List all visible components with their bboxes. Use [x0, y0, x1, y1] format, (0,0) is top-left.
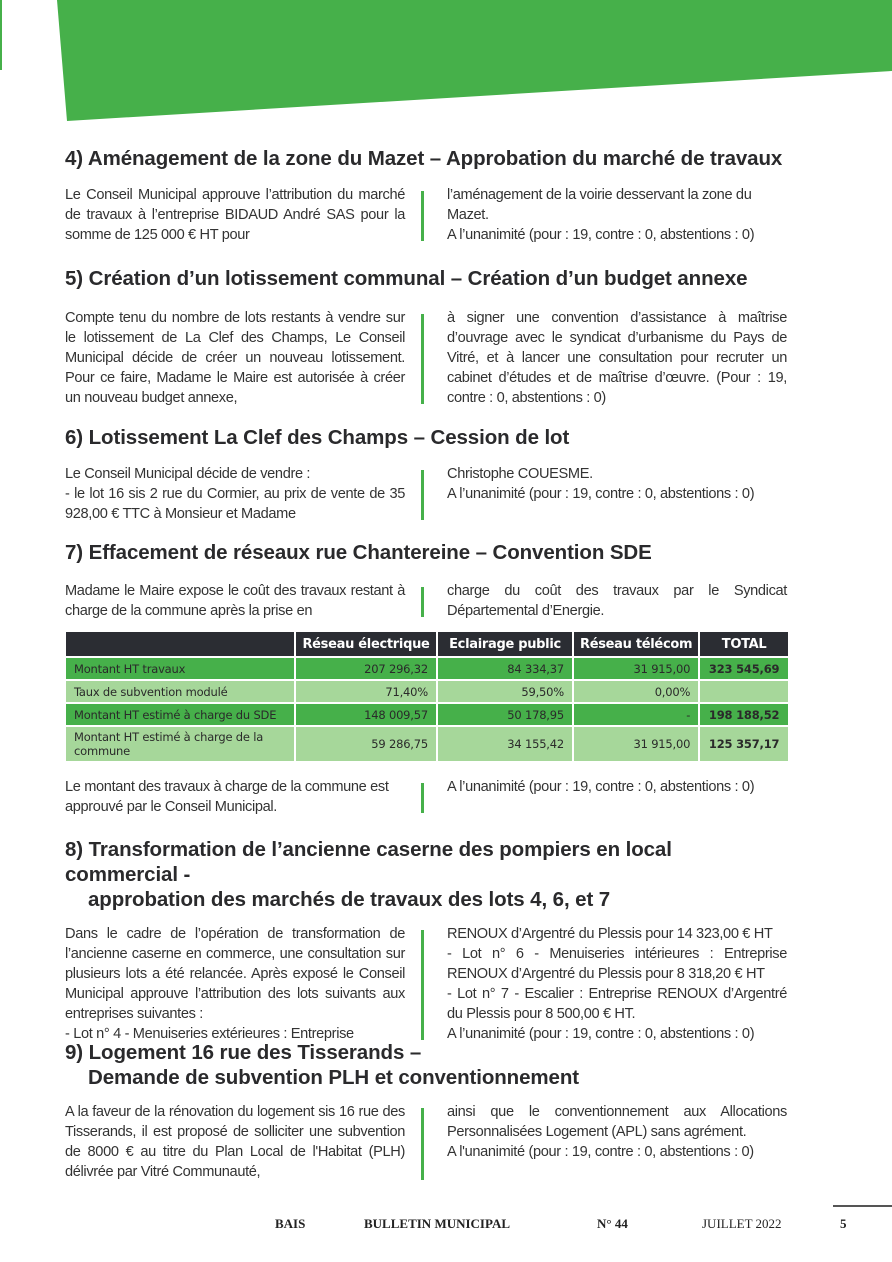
table-cell: 59 286,75	[295, 726, 437, 762]
section-7	[65, 540, 787, 621]
table-cell-total: 323 545,69	[699, 657, 788, 680]
vote-result: A l’unanimité (pour : 19, contre : 0, abstentions : 0)	[447, 227, 755, 243]
green-header-banner	[0, 0, 892, 125]
table-cell: 50 178,95	[437, 703, 573, 726]
section-text-right: ainsi que le conventionnement aux Allocations Personnalisées Logement (APL) sans agrément.	[447, 1104, 787, 1140]
left-edge-stripe	[0, 0, 2, 70]
table-row	[66, 703, 788, 726]
footer-town: BAIS	[275, 1216, 306, 1231]
table-cell: 59,50%	[437, 680, 573, 703]
table-row	[66, 726, 788, 762]
section-title-line-1: 9) Logement 16 rue des Tisserands –	[65, 1041, 422, 1064]
section-text-left: - le lot 16 sis 2 rue du Cormier, au prix de vente de 35 928,00 € TTC à Monsieur et Madame	[65, 486, 405, 522]
section-5	[65, 266, 787, 408]
section-text-right: - Lot n° 6 - Menuiseries intérieures : Entreprise RENOUX d’Argentré du Plessis pour 8 318,20 € HT	[447, 946, 787, 982]
footer-publication: BULLETIN MUNICIPAL	[364, 1216, 511, 1231]
table-header-row	[66, 632, 788, 657]
table-cell: Montant HT estimé à charge du SDE	[66, 703, 295, 726]
section-text-right: charge du coût des travaux par le Syndicat Départemental d’Energie.	[447, 583, 787, 619]
section-text-left: Madame le Maire expose le coût des travaux restant à charge de la commune après la prise en	[65, 583, 405, 619]
footer-issue: N° 44	[597, 1216, 628, 1231]
vote-result: A l’unanimité (pour : 19, contre : 0, abstentions : 0)	[447, 486, 755, 502]
table-cell-total: 198 188,52	[699, 703, 788, 726]
table-header	[66, 632, 295, 657]
vote-result: A l’unanimité (pour : 19, contre : 0, abstentions : 0)	[447, 779, 755, 795]
section-text-right: - Lot n° 7 - Escalier : Entreprise RENOUX d’Argentré du Plessis pour 8 500,00 € HT.	[447, 986, 787, 1022]
table-cell: 207 296,32	[295, 657, 437, 680]
table-cell: Taux de subvention modulé	[66, 680, 295, 703]
column-divider	[421, 587, 424, 617]
column-divider	[421, 191, 424, 241]
table-cell: 71,40%	[295, 680, 437, 703]
section-title-line-2: Demande de subvention PLH et conventionnement	[88, 1066, 579, 1089]
page-footer	[0, 1216, 892, 1236]
section-7-conclusion	[65, 777, 787, 817]
sde-cost-table	[66, 632, 788, 763]
section-text-left: A la faveur de la rénovation du logement sis 16 rue des Tisserands, il est proposé de solliciter une subvention de 8000 € au titre du Plan Local de l'Habitat (PLH) délivrée par Vitré Communauté,	[65, 1104, 405, 1180]
table-header: Eclairage public	[437, 632, 573, 657]
table-header: Réseau télécom	[573, 632, 699, 657]
table-cell-total	[699, 680, 788, 703]
section-title: 4) Aménagement de la zone du Mazet – Approbation du marché de travaux	[65, 147, 783, 170]
section-text-left: Dans le cadre de l’opération de transformation de l’ancienne caserne en commerce, une consultation sur plusieurs lots a été relancée. Après exposé le Conseil Municipal approuve l’attribution des lots suivants aux entreprises suivantes :	[65, 926, 405, 1022]
table-cell: -	[573, 703, 699, 726]
column-divider	[421, 314, 424, 404]
section-8	[65, 837, 787, 1044]
section-text-right: Christophe COUESME.	[447, 466, 593, 482]
table-cell: 148 009,57	[295, 703, 437, 726]
section-title: 7) Effacement de réseaux rue Chantereine – Convention SDE	[65, 541, 652, 564]
column-divider	[421, 470, 424, 520]
footer-rule	[833, 1205, 892, 1207]
section-title	[65, 1040, 787, 1090]
section-text-right: l’aménagement de la voirie desservant la zone du Mazet.	[447, 187, 752, 223]
section-text-right: RENOUX d’Argentré du Plessis pour 14 323,00 € HT	[447, 926, 773, 942]
table-cell: 84 334,37	[437, 657, 573, 680]
vote-result: A l’unanimité (pour : 19, contre : 0, abstentions : 0)	[447, 1026, 755, 1042]
table-row	[66, 657, 788, 680]
section-text-left: Le Conseil Municipal approuve l’attribution du marché de travaux à l’entreprise BIDAUD André SAS pour la somme de 125 000 € HT pour	[65, 187, 405, 243]
section-text-left: Le montant des travaux à charge de la commune est approuvé par le Conseil Municipal.	[65, 779, 389, 815]
column-divider	[421, 783, 424, 813]
section-text-right: à signer une convention d’assistance à maîtrise d’ouvrage avec le syndicat d’urbanisme du Pays de Vitré, et à lancer une consultation pour recruter un cabinet d’études et de maîtrise d’œuvre. (Pour : 19, contre : 0, abstentions : 0)	[447, 310, 787, 406]
table-cell: 34 155,42	[437, 726, 573, 762]
page-number: 5	[840, 1216, 847, 1231]
section-title: 5) Création d’un lotissement communal – Création d’un budget annexe	[65, 267, 748, 290]
table-cell: 31 915,00	[573, 657, 699, 680]
section-9	[65, 1040, 787, 1182]
column-divider	[421, 930, 424, 1040]
table-row	[66, 680, 788, 703]
table-cell: Montant HT estimé à charge de la commune	[66, 726, 295, 762]
table-cell: 0,00%	[573, 680, 699, 703]
section-title-line-1: 8) Transformation de l’ancienne caserne des pompiers en local commercial -	[65, 838, 672, 886]
table-cell-total: 125 357,17	[699, 726, 788, 762]
section-6	[65, 425, 787, 524]
table-header: TOTAL	[699, 632, 788, 657]
table-cell: 31 915,00	[573, 726, 699, 762]
section-text-left: - Lot n° 4 - Menuiseries extérieures : Entreprise	[65, 1026, 354, 1042]
footer-date: JUILLET 2022	[702, 1216, 782, 1231]
column-divider	[421, 1108, 424, 1180]
section-title	[65, 837, 787, 912]
section-title-line-2: approbation des marchés de travaux des lots 4, 6, et 7	[88, 888, 611, 911]
table-header: Réseau électrique	[295, 632, 437, 657]
section-title: 6) Lotissement La Clef des Champs – Cession de lot	[65, 426, 570, 449]
vote-result: A l'unanimité (pour : 19, contre : 0, abstentions : 0)	[447, 1144, 754, 1160]
section-4	[65, 146, 787, 245]
table-cell: Montant HT travaux	[66, 657, 295, 680]
section-text-left: Compte tenu du nombre de lots restants à vendre sur le lotissement de La Clef des Champs, Le Conseil Municipal décide de créer un nouveau lotissement. Pour ce faire, Madame le Maire est autorisée à créer un nouveau budget annexe,	[65, 310, 405, 406]
section-text-left: Le Conseil Municipal décide de vendre :	[65, 466, 311, 482]
